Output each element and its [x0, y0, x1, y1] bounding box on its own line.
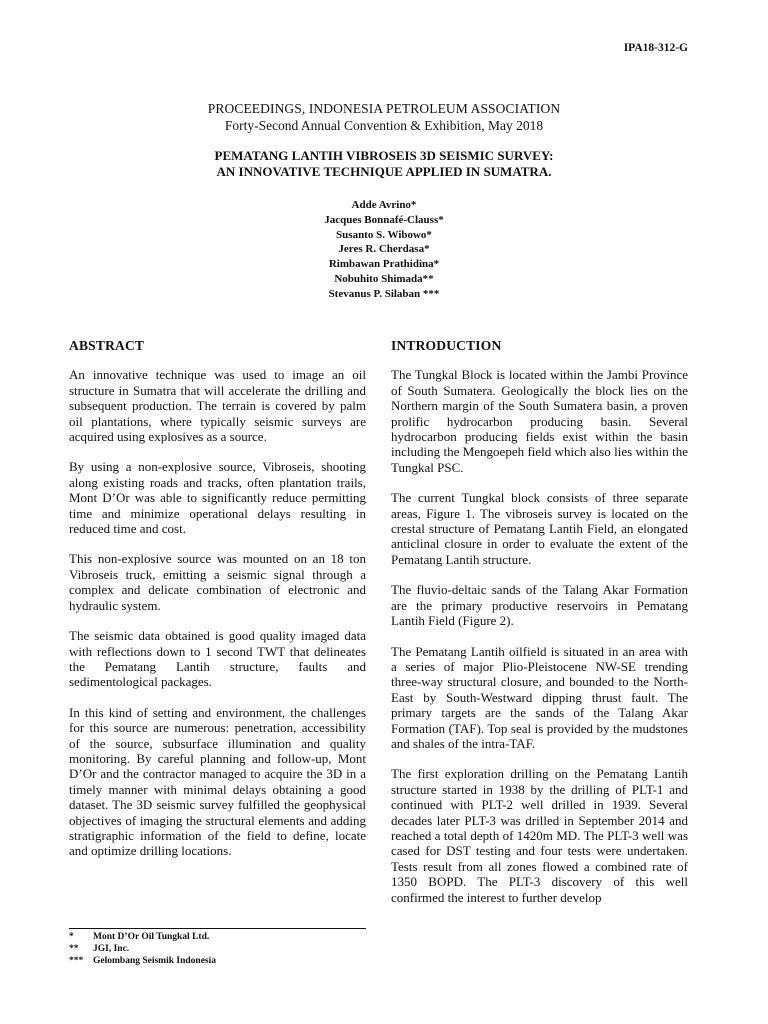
author: Nobuhito Shimada** — [334, 272, 434, 285]
footnote-text: Gelombang Seismik Indonesia — [93, 956, 216, 966]
introduction-paragraph: The current Tungkal block consists of three separate areas, Figure 1. The vibroseis survey is located on the crestal structure of Pematang Lantih Field, an elongated anticlinal closure in order to evaluate the extent of the Pematang Lantih structure. — [391, 490, 688, 567]
abstract-paragraph: An innovative technique was used to image an oil structure in Sumatra that will accelerate the drilling and subsequent production. The terrain is covered by palm oil plantations, where typically seismic surveys are acquired using explosives as a source. — [69, 367, 366, 445]
author: Susanto S. Wibowo* — [336, 228, 432, 241]
abstract-paragraph: By using a non-explosive source, Vibroseis, shooting along existing roads and tracks, often plantation trails, Mont D’Or was able to significantly reduce permitting time and minimize operational delays resulting in reduced time and cost. — [69, 459, 366, 537]
footnote-mark: * — [69, 932, 74, 942]
abstract-column — [69, 338, 366, 874]
footnote-divider — [69, 928, 366, 929]
author: Jacques Bonnafé-Clauss* — [324, 213, 444, 226]
footnote — [69, 931, 216, 943]
footnote-text: Mont D’Or Oil Tungkal Ltd. — [93, 932, 210, 942]
introduction-heading: INTRODUCTION — [391, 338, 502, 353]
title-line-1: PEMATANG LANTIH VIBROSEIS 3D SEISMIC SURVEY: — [214, 148, 554, 163]
introduction-paragraph: The fluvio-deltaic sands of the Talang Akar Formation are the primary productive reservoirs in Pematang Lantih Field (Figure 2). — [391, 582, 688, 629]
author-list — [0, 198, 768, 302]
introduction-paragraph: The Tungkal Block is located within the Jambi Province of South Sumatera. Geologically the block lies on the Northern margin of the South Sumatera basin, a proven prolific hydrocarbon producing basin. Several hydrocarbon producing fields exist within the basin including the Mengoepeh field which also lies within the Tungkal PSC. — [391, 367, 688, 475]
paper-title — [0, 148, 768, 180]
footnote — [69, 955, 216, 967]
footnote-text: JGI, Inc. — [93, 944, 130, 954]
footnotes — [69, 931, 216, 967]
abstract-paragraph: The seismic data obtained is good quality imaged data with reflections down to 1 second TWT that delineates the Pematang Lantih structure, faults and sedimentological packages. — [69, 628, 366, 690]
title-line-2: AN INNOVATIVE TECHNIQUE APPLIED IN SUMATRA. — [216, 164, 552, 179]
introduction-paragraph: The Pematang Lantih oilfield is situated in an area with a series of major Plio-Pleistocene NW-SE trending three-way structural closure, and bounded to the North-East by South-Westward dipping thrust fault. The primary targets are the sands of the Talang Akar Formation (TAF). Top seal is provided by the mudstones and shales of the intra-TAF. — [391, 643, 688, 751]
footnote-mark: *** — [69, 956, 84, 966]
author: Jeres R. Cherdasa* — [338, 243, 430, 256]
paper-header — [0, 100, 768, 302]
abstract-paragraph: In this kind of setting and environment, the challenges for this source are numerous: penetration, accessibility of the source, subsurface illumination and quality monitoring. By careful planning and follow-up, Mont D’Or and the contractor managed to acquire the 3D in a timely manner with minimal delays obtaining a good dataset. The 3D seismic survey fulfilled the geophysical objectives of imaging the structural elements and adding stratigraphic information of the field to define, locate and optimize drilling locations. — [69, 704, 366, 859]
abstract-paragraph: This non-explosive source was mounted on an 18 ton Vibroseis truck, emitting a seismic signal through a complex and delicate combination of electronic and hydraulic system. — [69, 551, 366, 613]
organization-name: PROCEEDINGS, INDONESIA PETROLEUM ASSOCIATION — [207, 101, 561, 116]
footnote-mark: ** — [69, 944, 79, 954]
author: Adde Avrino* — [351, 199, 417, 211]
paper-code: IPA18-312-G — [623, 42, 688, 54]
author: Stevanus P. Silaban *** — [328, 287, 440, 300]
footnote — [69, 943, 216, 955]
introduction-paragraph: The first exploration drilling on the Pematang Lantih structure started in 1938 by the drilling of PLT-1 and continued with PLT-2 well drilled in 1939. Several decades later PLT-3 was drilled in September 2014 and reached a total depth of 1420m MD. The PLT-3 well was cased for DST testing and four tests were undertaken. Tests result from all zones flowed a combined rate of 1350 BOPD. The PLT-3 discovery of this well confirmed the interest to further develop — [391, 766, 688, 905]
abstract-heading: ABSTRACT — [69, 338, 145, 353]
introduction-column — [391, 338, 688, 920]
author: Rimbawan Prathidina* — [328, 258, 440, 271]
convention-name: Forty-Second Annual Convention & Exhibition, May 2018 — [224, 118, 544, 133]
